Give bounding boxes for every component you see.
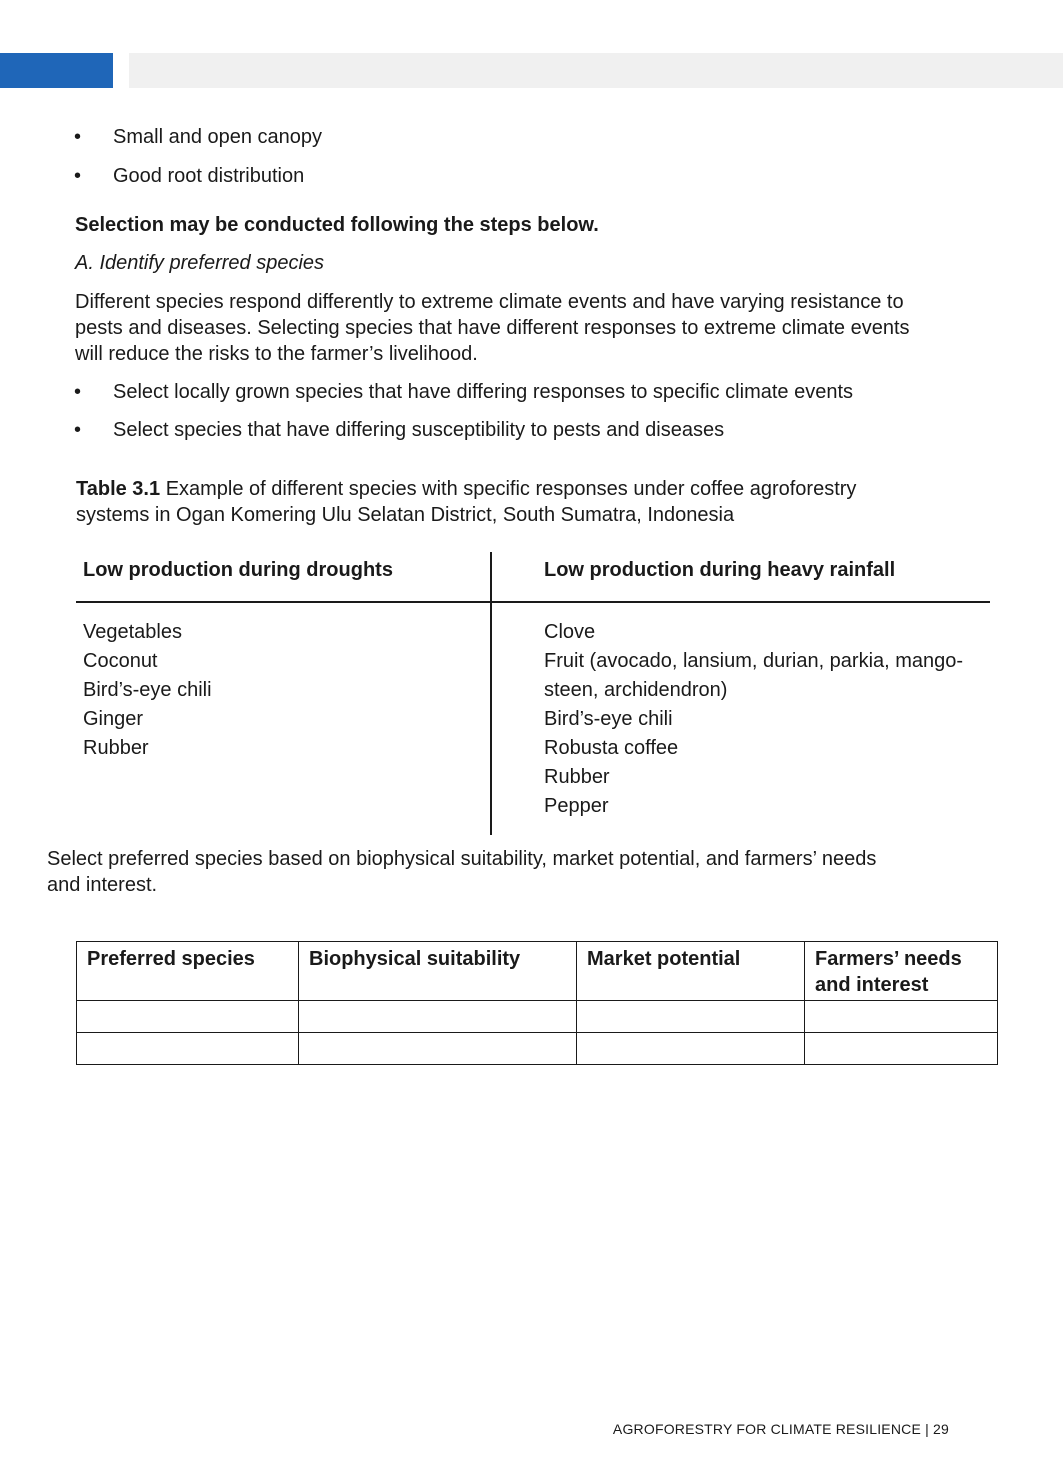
list-item: Ginger (83, 708, 144, 730)
header-farmers-needs: Farmers’ needs and interest (805, 942, 998, 1001)
column-header-rainfall: Low production during heavy rainfall (544, 559, 896, 581)
header-rule (76, 601, 990, 603)
bullet-item (74, 417, 724, 443)
list-item: Bird’s-eye chili (83, 679, 212, 701)
page-footer (613, 1421, 949, 1437)
table-cell[interactable] (77, 1033, 299, 1065)
table-row (77, 1033, 998, 1065)
page-number: 29 (933, 1421, 949, 1437)
step-a-heading: A. Identify preferred species (75, 252, 325, 274)
preferred-species-table (76, 941, 998, 1065)
table-header-row (77, 942, 998, 1001)
list-item: Coconut (83, 650, 158, 672)
table-label: Table 3.1 (76, 478, 161, 500)
header-preferred-species: Preferred species (77, 942, 299, 1001)
list-item: Vegetables (83, 621, 182, 643)
species-response-table (76, 552, 990, 835)
select-paragraph (47, 846, 876, 898)
table-cell[interactable] (577, 1033, 805, 1065)
table-cell[interactable] (805, 1001, 998, 1033)
bullet-symbol: • (74, 165, 82, 187)
header-biophysical-suitability: Biophysical suitability (299, 942, 577, 1001)
list-item: Pepper (544, 795, 609, 817)
footer-separator: | (925, 1421, 929, 1437)
table-cell[interactable] (77, 1001, 299, 1033)
list-item: Robusta coffee (544, 737, 679, 759)
footer-title: AGROFORESTRY FOR CLIMATE RESILIENCE (612, 1421, 921, 1437)
bullet-symbol: • (74, 126, 82, 148)
table-cell[interactable] (299, 1001, 577, 1033)
bullet-text: Select species that have differing susceptibility to pests and diseases (113, 419, 725, 441)
list-item: Fruit (avocado, lansium, durian, parkia, mango- (544, 650, 964, 672)
header-band (129, 53, 1063, 88)
bullet-text: Select locally grown species that have differing responses to specific climate events (113, 381, 854, 403)
header-accent-block (0, 53, 113, 88)
table-row (77, 1001, 998, 1033)
bullet-item (74, 379, 853, 405)
bullet-item (74, 163, 304, 189)
list-item: Clove (544, 621, 596, 643)
table-cell[interactable] (577, 1001, 805, 1033)
table-cell[interactable] (805, 1033, 998, 1065)
list-item: Bird’s-eye chili (544, 708, 673, 730)
bullet-symbol: • (74, 419, 82, 441)
paragraph-line: pests and diseases. Selecting species that have different responses to extreme climate events (75, 317, 910, 339)
list-item: steen, archidendron) (544, 679, 728, 701)
column-divider (490, 552, 492, 835)
caption-text: Example of different species with specific responses under coffee agroforestry (165, 478, 857, 500)
selection-intro: Selection may be conducted following the steps below. (75, 214, 599, 236)
bullet-text: Good root distribution (113, 165, 305, 187)
paragraph-line: Different species respond differently to extreme climate events and have varying resistance to (75, 291, 904, 313)
rainfall-species-list (544, 618, 963, 821)
bullet-item (74, 124, 322, 150)
bullet-text: Small and open canopy (113, 126, 323, 148)
table-caption (76, 476, 856, 528)
header-market-potential: Market potential (577, 942, 805, 1001)
step-a-paragraph (75, 289, 910, 367)
list-item: Rubber (83, 737, 149, 759)
column-header-droughts: Low production during droughts (83, 559, 393, 581)
bullet-symbol: • (74, 381, 82, 403)
paragraph-line: will reduce the risks to the farmer’s livelihood. (75, 343, 478, 365)
list-item: Rubber (544, 766, 610, 788)
paragraph-line: and interest. (47, 874, 158, 896)
paragraph-line: Select preferred species based on biophysical suitability, market potential, and farmers’ needs (47, 848, 877, 870)
table-cell[interactable] (299, 1033, 577, 1065)
drought-species-list (83, 618, 212, 763)
caption-text: systems in Ogan Komering Ulu Selatan District, South Sumatra, Indonesia (76, 504, 735, 526)
